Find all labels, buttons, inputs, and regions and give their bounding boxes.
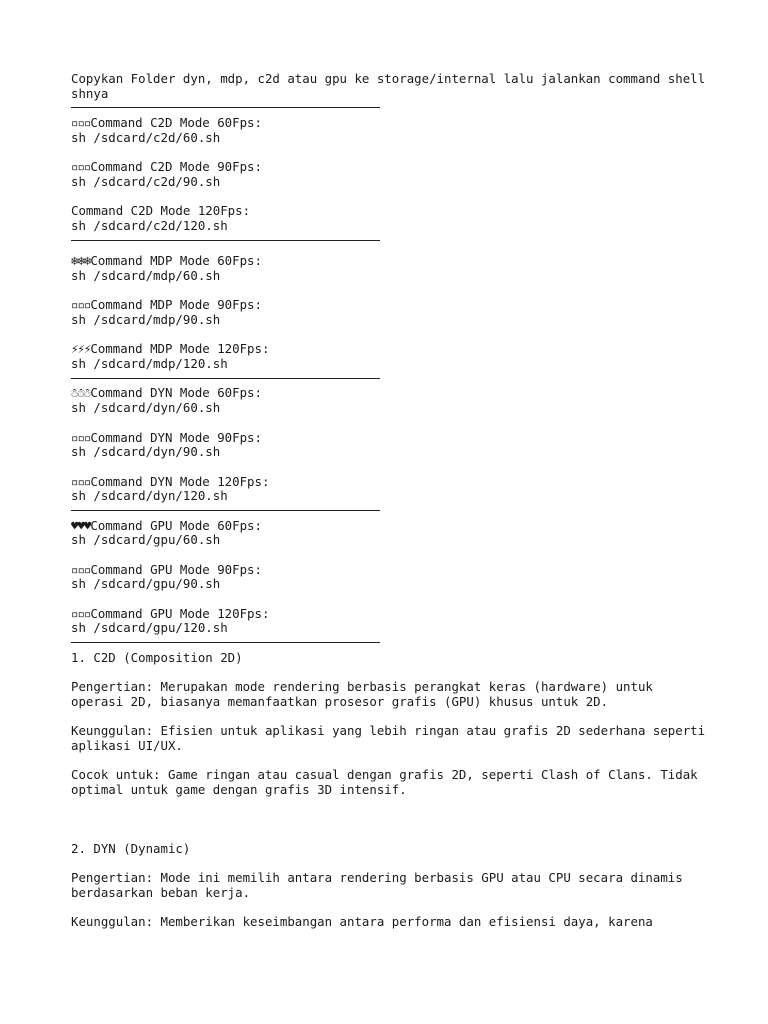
mdp-commands: [71, 254, 711, 372]
command-text: sh /sdcard/gpu/90.sh: [71, 576, 221, 592]
divider: [71, 378, 380, 379]
command-label: Command C2D Mode 120Fps:: [71, 203, 251, 219]
c2d-commands: [71, 116, 711, 234]
bullet-icon: ▫▫▫: [71, 159, 91, 175]
divider: [71, 240, 380, 241]
command-text: sh /sdcard/dyn/120.sh: [71, 488, 228, 504]
gpu-commands: [71, 519, 711, 637]
command-text: sh /sdcard/c2d/120.sh: [71, 217, 228, 233]
paragraph: Cocok untuk: Game ringan atau casual dengan grafis 2D, seperti Clash of Clans. Tidak optimal untuk game dengan grafis 3D intensif.: [71, 767, 698, 798]
intro-text: Copykan Folder dyn, mdp, c2d atau gpu ke storage/internal lalu jalankan command shell shnya: [71, 71, 706, 101]
command-text: sh /sdcard/c2d/60.sh: [71, 129, 221, 145]
command-label: ▫▫▫Command C2D Mode 60Fps:: [71, 115, 262, 131]
dyn-explanation: [71, 842, 711, 930]
dyn-commands: [71, 386, 711, 504]
command-text: sh /sdcard/gpu/120.sh: [71, 620, 228, 636]
command-label: ▫▫▫Command DYN Mode 120Fps:: [71, 473, 270, 489]
command-label: ⚡⚡⚡Command MDP Mode 120Fps:: [71, 341, 270, 357]
document-page: [71, 72, 711, 930]
command-text: sh /sdcard/dyn/60.sh: [71, 400, 221, 416]
section-heading: 2. DYN (Dynamic): [71, 840, 191, 856]
paragraph: Keunggulan: Memberikan keseimbangan antara performa dan efisiensi daya, karena: [71, 914, 653, 930]
divider: [71, 642, 380, 643]
paragraph: Keunggulan: Efisien untuk aplikasi yang lebih ringan atau grafis 2D sederhana seperti aplikasi UI/UX.: [71, 723, 706, 754]
bullet-icon: ▫▫▫: [71, 473, 91, 489]
c2d-explanation: [71, 651, 711, 798]
command-text: sh /sdcard/mdp/90.sh: [71, 312, 221, 328]
command-text: sh /sdcard/mdp/60.sh: [71, 267, 221, 283]
bullet-icon: ▫▫▫: [71, 561, 91, 577]
bullet-icon: ▫▫▫: [71, 605, 91, 621]
bullet-icon: ▫▫▫: [71, 115, 91, 131]
snowman-icon: ☃☃☃: [71, 385, 91, 401]
bullet-icon: ▫▫▫: [71, 429, 91, 445]
paragraph: Pengertian: Merupakan mode rendering berbasis perangkat keras (hardware) untuk operasi 2D, biasanya memanfaatkan prosesor grafis (GPU) khusus untuk 2D.: [71, 679, 653, 709]
command-label: ❄❄❄Command MDP Mode 60Fps:: [71, 253, 262, 269]
command-text: sh /sdcard/c2d/90.sh: [71, 173, 221, 189]
paragraph: Pengertian: Mode ini memilih antara rendering berbasis GPU atau CPU secara dinamis berdasarkan beban kerja.: [71, 870, 683, 900]
command-label: ▫▫▫Command MDP Mode 90Fps:: [71, 297, 262, 313]
section-heading: 1. C2D (Composition 2D): [71, 649, 243, 665]
command-label: ☃☃☃Command DYN Mode 60Fps:: [71, 385, 262, 401]
heart-icon: ♥♥♥: [71, 517, 91, 533]
divider: [71, 107, 380, 108]
command-text: sh /sdcard/gpu/60.sh: [71, 532, 221, 548]
divider: [71, 510, 380, 511]
bullet-icon: ▫▫▫: [71, 297, 91, 313]
command-label: ▫▫▫Command GPU Mode 90Fps:: [71, 561, 262, 577]
lightning-icon: ⚡⚡⚡: [71, 341, 91, 357]
command-label: ♥♥♥Command GPU Mode 60Fps:: [71, 517, 262, 533]
command-text: sh /sdcard/dyn/90.sh: [71, 444, 221, 460]
command-text: sh /sdcard/mdp/120.sh: [71, 356, 228, 372]
command-label: ▫▫▫Command C2D Mode 90Fps:: [71, 159, 262, 175]
command-label: ▫▫▫Command GPU Mode 120Fps:: [71, 605, 270, 621]
snowflake-icon: ❄❄❄: [71, 253, 91, 269]
command-label: ▫▫▫Command DYN Mode 90Fps:: [71, 429, 262, 445]
